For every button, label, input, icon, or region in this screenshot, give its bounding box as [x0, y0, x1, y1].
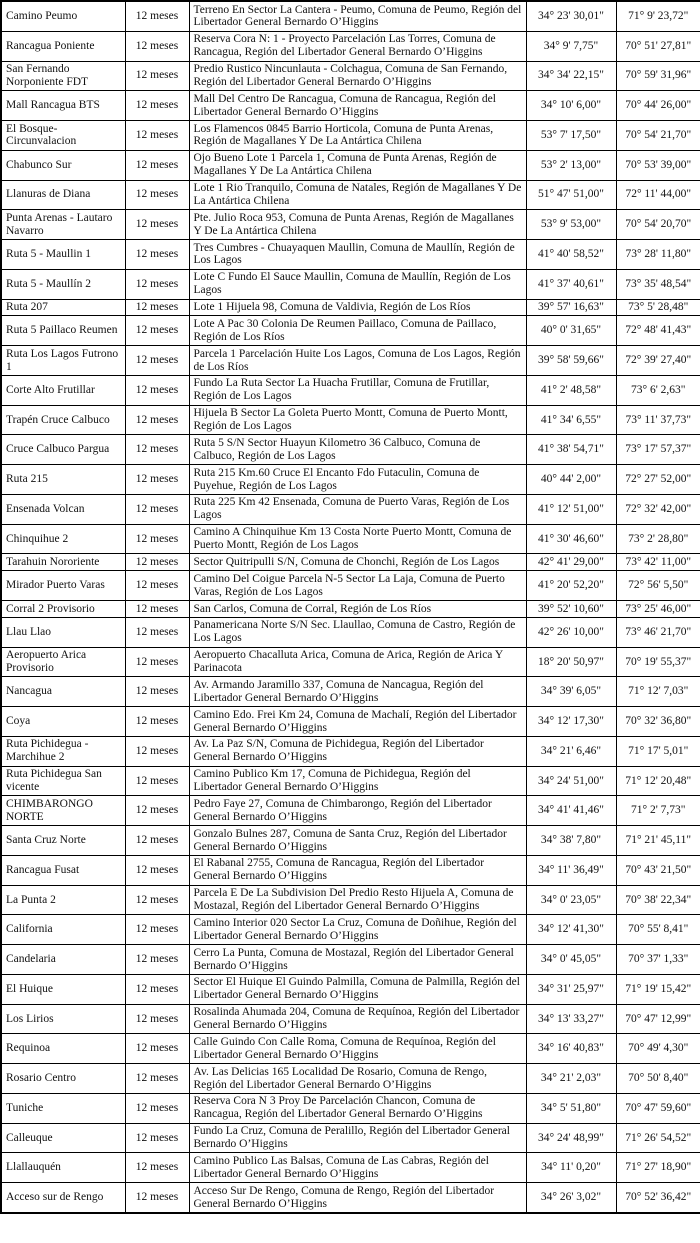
longitude-cell: 71° 21' 45,11" — [616, 826, 700, 856]
latitude-cell: 34° 10' 6,00" — [526, 91, 616, 121]
site-name-cell: Chinquihue 2 — [1, 524, 125, 554]
duration-cell: 12 meses — [125, 240, 189, 270]
site-name-cell: Llau Llao — [1, 617, 125, 647]
latitude-cell: 42° 26' 10,00" — [526, 617, 616, 647]
table-row — [1, 571, 700, 601]
address-cell: Camino Del Coigue Parcela N-5 Sector La Laja, Comuna de Puerto Varas, Región de Los Lagos — [189, 571, 526, 601]
latitude-cell: 41° 2' 48,58" — [526, 375, 616, 405]
duration-cell: 12 meses — [125, 826, 189, 856]
site-name-cell: Aeropuerto Arica Provisorio — [1, 647, 125, 677]
latitude-cell: 34° 34' 22,15" — [526, 61, 616, 91]
address-cell: Panamericana Norte S/N Sec. Llaullao, Comuna de Castro, Región de Los Lagos — [189, 617, 526, 647]
site-name-cell: Tarahuin Nororiente — [1, 554, 125, 571]
latitude-cell: 53° 2' 13,00" — [526, 150, 616, 180]
duration-cell: 12 meses — [125, 796, 189, 826]
table-row — [1, 375, 700, 405]
duration-cell: 12 meses — [125, 435, 189, 465]
latitude-cell: 34° 24' 48,99" — [526, 1123, 616, 1153]
site-name-cell: Punta Arenas - Lautaro Navarro — [1, 210, 125, 240]
site-name-cell: Camino Peumo — [1, 1, 125, 31]
table-row — [1, 1004, 700, 1034]
duration-cell: 12 meses — [125, 31, 189, 61]
latitude-cell: 34° 41' 41,46" — [526, 796, 616, 826]
duration-cell: 12 meses — [125, 885, 189, 915]
duration-cell: 12 meses — [125, 405, 189, 435]
latitude-cell: 34° 24' 51,00" — [526, 766, 616, 796]
site-name-cell: Requinoa — [1, 1034, 125, 1064]
duration-cell: 12 meses — [125, 601, 189, 618]
longitude-cell: 70° 50' 8,40" — [616, 1064, 700, 1094]
longitude-cell: 71° 2' 7,73" — [616, 796, 700, 826]
latitude-cell: 34° 16' 40,83" — [526, 1034, 616, 1064]
address-cell: Av. Armando Jaramillo 337, Comuna de Nancagua, Región del Libertador General Bernardo O’Higgins — [189, 677, 526, 707]
latitude-cell: 34° 38' 7,80" — [526, 826, 616, 856]
duration-cell: 12 meses — [125, 554, 189, 571]
table-row — [1, 647, 700, 677]
site-name-cell: Llanuras de Diana — [1, 180, 125, 210]
latitude-cell: 51° 47' 51,00" — [526, 180, 616, 210]
duration-cell: 12 meses — [125, 855, 189, 885]
table-row — [1, 1, 700, 31]
site-name-cell: Rancagua Poniente — [1, 31, 125, 61]
address-cell: Parcela 1 Parcelación Huite Los Lagos, Comuna de Los Lagos, Región de Los Ríos — [189, 346, 526, 376]
site-name-cell: Rancagua Fusat — [1, 855, 125, 885]
longitude-cell: 70° 38' 22,34" — [616, 885, 700, 915]
duration-cell: 12 meses — [125, 269, 189, 299]
site-name-cell: Corral 2 Provisorio — [1, 601, 125, 618]
duration-cell: 12 meses — [125, 1123, 189, 1153]
latitude-cell: 39° 52' 10,60" — [526, 601, 616, 618]
table-row — [1, 316, 700, 346]
table-row — [1, 617, 700, 647]
latitude-cell: 41° 30' 46,60" — [526, 524, 616, 554]
table-row — [1, 945, 700, 975]
table-row — [1, 885, 700, 915]
longitude-cell: 71° 17' 5,01" — [616, 736, 700, 766]
duration-cell: 12 meses — [125, 677, 189, 707]
duration-cell: 12 meses — [125, 1153, 189, 1183]
site-name-cell: Ruta 215 — [1, 465, 125, 495]
site-name-cell: Ruta Los Lagos Futrono 1 — [1, 346, 125, 376]
latitude-cell: 40° 44' 2,00" — [526, 465, 616, 495]
longitude-cell: 70° 47' 59,60" — [616, 1093, 700, 1123]
site-name-cell: El Huique — [1, 974, 125, 1004]
address-cell: Ojo Bueno Lote 1 Parcela 1, Comuna de Punta Arenas, Región de Magallanes Y De La Antártica Chilena — [189, 150, 526, 180]
table-row — [1, 299, 700, 316]
latitude-cell: 41° 40' 58,52" — [526, 240, 616, 270]
address-cell: Aeropuerto Chacalluta Arica, Comuna de Arica, Región de Arica Y Parinacota — [189, 647, 526, 677]
duration-cell: 12 meses — [125, 316, 189, 346]
longitude-cell: 72° 39' 27,40" — [616, 346, 700, 376]
site-name-cell: Coya — [1, 707, 125, 737]
longitude-cell: 70° 51' 27,81" — [616, 31, 700, 61]
duration-cell: 12 meses — [125, 150, 189, 180]
table-body — [1, 1, 700, 1213]
duration-cell: 12 meses — [125, 524, 189, 554]
table-row — [1, 91, 700, 121]
table-row — [1, 269, 700, 299]
table-row — [1, 524, 700, 554]
longitude-cell: 70° 54' 21,70" — [616, 121, 700, 151]
longitude-cell: 71° 19' 15,42" — [616, 974, 700, 1004]
longitude-cell: 71° 9' 23,72" — [616, 1, 700, 31]
table-row — [1, 1034, 700, 1064]
duration-cell: 12 meses — [125, 1093, 189, 1123]
site-name-cell: Ensenada Volcan — [1, 494, 125, 524]
longitude-cell: 70° 55' 8,41" — [616, 915, 700, 945]
longitude-cell: 73° 46' 21,70" — [616, 617, 700, 647]
longitude-cell: 70° 32' 36,80" — [616, 707, 700, 737]
duration-cell: 12 meses — [125, 1183, 189, 1213]
longitude-cell: 72° 11' 44,00" — [616, 180, 700, 210]
latitude-cell: 41° 20' 52,20" — [526, 571, 616, 601]
latitude-cell: 39° 58' 59,66" — [526, 346, 616, 376]
duration-cell: 12 meses — [125, 465, 189, 495]
address-cell: Camino Publico Km 17, Comuna de Pichidegua, Región del Libertador General Bernardo O’Higgins — [189, 766, 526, 796]
address-cell: Rosalinda Ahumada 204, Comuna de Requínoa, Región del Libertador General Bernardo O’Higgins — [189, 1004, 526, 1034]
table-row — [1, 707, 700, 737]
duration-cell: 12 meses — [125, 299, 189, 316]
duration-cell: 12 meses — [125, 91, 189, 121]
latitude-cell: 34° 13' 33,27" — [526, 1004, 616, 1034]
latitude-cell: 34° 21' 6,46" — [526, 736, 616, 766]
address-cell: El Rabanal 2755, Comuna de Rancagua, Región del Libertador General Bernardo O’Higgins — [189, 855, 526, 885]
address-cell: Mall Del Centro De Rancagua, Comuna de Rancagua, Región del Libertador General Bernardo O’Higgins — [189, 91, 526, 121]
address-cell: Fundo La Ruta Sector La Huacha Frutillar, Comuna de Frutillar, Región de Los Lagos — [189, 375, 526, 405]
table-row — [1, 677, 700, 707]
table-row — [1, 1123, 700, 1153]
duration-cell: 12 meses — [125, 647, 189, 677]
longitude-cell: 70° 44' 26,00" — [616, 91, 700, 121]
address-cell: Terreno En Sector La Cantera - Peumo, Comuna de Peumo, Región del Libertador General Bernardo O’Higgins — [189, 1, 526, 31]
site-name-cell: Ruta 207 — [1, 299, 125, 316]
latitude-cell: 34° 0' 23,05" — [526, 885, 616, 915]
latitude-cell: 34° 9' 7,75" — [526, 31, 616, 61]
site-name-cell: Tuniche — [1, 1093, 125, 1123]
address-cell: Parcela E De La Subdivision Del Predio Resto Hijuela A, Comuna de Mostazal, Región del Libertador General Bernardo O’Higgins — [189, 885, 526, 915]
longitude-cell: 70° 52' 36,42" — [616, 1183, 700, 1213]
duration-cell: 12 meses — [125, 1, 189, 31]
site-name-cell: Llallauquén — [1, 1153, 125, 1183]
address-cell: Gonzalo Bulnes 287, Comuna de Santa Cruz, Región del Libertador General Bernardo O’Higgins — [189, 826, 526, 856]
table-row — [1, 150, 700, 180]
longitude-cell: 70° 43' 21,50" — [616, 855, 700, 885]
table-row — [1, 121, 700, 151]
duration-cell: 12 meses — [125, 707, 189, 737]
address-cell: Hijuela B Sector La Goleta Puerto Montt, Comuna de Puerto Montt, Región de Los Lagos — [189, 405, 526, 435]
longitude-cell: 72° 27' 52,00" — [616, 465, 700, 495]
table-row — [1, 826, 700, 856]
table-row — [1, 494, 700, 524]
site-name-cell: Corte Alto Frutillar — [1, 375, 125, 405]
address-cell: Lote A Pac 30 Colonia De Reumen Paillaco, Comuna de Paillaco, Región de Los Ríos — [189, 316, 526, 346]
duration-cell: 12 meses — [125, 766, 189, 796]
latitude-cell: 34° 31' 25,97" — [526, 974, 616, 1004]
address-cell: Reserva Cora N 3 Proy De Parcelación Chancon, Comuna de Rancagua, Región del Libertador General Bernardo O’Higgins — [189, 1093, 526, 1123]
longitude-cell: 70° 54' 20,70" — [616, 210, 700, 240]
latitude-cell: 34° 26' 3,02" — [526, 1183, 616, 1213]
table-row — [1, 1183, 700, 1213]
table-row — [1, 974, 700, 1004]
table-row — [1, 346, 700, 376]
longitude-cell: 73° 28' 11,80" — [616, 240, 700, 270]
address-cell: Fundo La Cruz, Comuna de Peralillo, Región del Libertador General Bernardo O’Higgins — [189, 1123, 526, 1153]
site-name-cell: Calleuque — [1, 1123, 125, 1153]
address-cell: Calle Guindo Con Calle Roma, Comuna de Requínoa, Región del Libertador General Bernardo O’Higgins — [189, 1034, 526, 1064]
table-row — [1, 1153, 700, 1183]
longitude-cell: 73° 42' 11,00" — [616, 554, 700, 571]
address-cell: Lote 1 Rio Tranquilo, Comuna de Natales, Región de Magallanes Y De La Antártica Chilena — [189, 180, 526, 210]
duration-cell: 12 meses — [125, 61, 189, 91]
latitude-cell: 18° 20' 50,97" — [526, 647, 616, 677]
site-name-cell: Nancagua — [1, 677, 125, 707]
address-cell: Acceso Sur De Rengo, Comuna de Rengo, Región del Libertador General Bernardo O’Higgins — [189, 1183, 526, 1213]
latitude-cell: 41° 37' 40,61" — [526, 269, 616, 299]
latitude-cell: 41° 34' 6,55" — [526, 405, 616, 435]
address-cell: Camino Publico Las Balsas, Comuna de Las Cabras, Región del Libertador General Bernardo O’Higgins — [189, 1153, 526, 1183]
table-row — [1, 61, 700, 91]
site-name-cell: La Punta 2 — [1, 885, 125, 915]
longitude-cell: 71° 27' 18,90" — [616, 1153, 700, 1183]
longitude-cell: 70° 59' 31,96" — [616, 61, 700, 91]
address-cell: Sector El Huique El Guindo Palmilla, Comuna de Palmilla, Región del Libertador General Bernardo O’Higgins — [189, 974, 526, 1004]
table-row — [1, 240, 700, 270]
address-cell: Los Flamencos 0845 Barrio Horticola, Comuna de Punta Arenas, Región de Magallanes Y De La Antártica Chilena — [189, 121, 526, 151]
longitude-cell: 70° 19' 55,37" — [616, 647, 700, 677]
site-name-cell: Chabunco Sur — [1, 150, 125, 180]
address-cell: Sector Quitripulli S/N, Comuna de Chonchi, Región de Los Lagos — [189, 554, 526, 571]
longitude-cell: 73° 17' 57,37" — [616, 435, 700, 465]
longitude-cell: 70° 47' 12,99" — [616, 1004, 700, 1034]
latitude-cell: 41° 12' 51,00" — [526, 494, 616, 524]
latitude-cell: 34° 5' 51,80" — [526, 1093, 616, 1123]
site-name-cell: Mall Rancagua BTS — [1, 91, 125, 121]
duration-cell: 12 meses — [125, 121, 189, 151]
site-name-cell: Rosario Centro — [1, 1064, 125, 1094]
table-row — [1, 796, 700, 826]
longitude-cell: 71° 12' 7,03" — [616, 677, 700, 707]
address-cell: Camino Edo. Frei Km 24, Comuna de Machalí, Región del Libertador General Bernardo O’Higgins — [189, 707, 526, 737]
address-cell: Pedro Faye 27, Comuna de Chimbarongo, Región del Libertador General Bernardo O’Higgins — [189, 796, 526, 826]
address-cell: Pte. Julio Roca 953, Comuna de Punta Arenas, Región de Magallanes Y De La Antártica Chilena — [189, 210, 526, 240]
latitude-cell: 34° 11' 36,49" — [526, 855, 616, 885]
duration-cell: 12 meses — [125, 210, 189, 240]
longitude-cell: 71° 12' 20,48" — [616, 766, 700, 796]
site-name-cell: Trapén Cruce Calbuco — [1, 405, 125, 435]
latitude-cell: 53° 9' 53,00" — [526, 210, 616, 240]
longitude-cell: 73° 5' 28,48" — [616, 299, 700, 316]
address-cell: Reserva Cora N: 1 - Proyecto Parcelación Las Torres, Comuna de Rancagua, Región del Libertador General Bernardo O’Higgins — [189, 31, 526, 61]
address-cell: Ruta 225 Km 42 Ensenada, Comuna de Puerto Varas, Región de Los Lagos — [189, 494, 526, 524]
site-name-cell: Ruta 5 - Maullín 2 — [1, 269, 125, 299]
latitude-cell: 42° 41' 29,00" — [526, 554, 616, 571]
duration-cell: 12 meses — [125, 736, 189, 766]
longitude-cell: 70° 49' 4,30" — [616, 1034, 700, 1064]
table-row — [1, 31, 700, 61]
duration-cell: 12 meses — [125, 617, 189, 647]
longitude-cell: 73° 11' 37,73" — [616, 405, 700, 435]
site-name-cell: California — [1, 915, 125, 945]
table-row — [1, 736, 700, 766]
duration-cell: 12 meses — [125, 1034, 189, 1064]
site-name-cell: Mirador Puerto Varas — [1, 571, 125, 601]
longitude-cell: 73° 25' 46,00" — [616, 601, 700, 618]
table-row — [1, 766, 700, 796]
table-row — [1, 1064, 700, 1094]
site-name-cell: El Bosque-Circunvalacion — [1, 121, 125, 151]
duration-cell: 12 meses — [125, 571, 189, 601]
longitude-cell: 73° 35' 48,54" — [616, 269, 700, 299]
duration-cell: 12 meses — [125, 974, 189, 1004]
site-name-cell: CHIMBARONGO NORTE — [1, 796, 125, 826]
longitude-cell: 73° 6' 2,63" — [616, 375, 700, 405]
address-cell: Camino Interior 020 Sector La Cruz, Comuna de Doñihue, Región del Libertador General Bernardo O’Higgins — [189, 915, 526, 945]
site-name-cell: Ruta 5 - Maullin 1 — [1, 240, 125, 270]
longitude-cell: 72° 48' 41,43" — [616, 316, 700, 346]
table-row — [1, 601, 700, 618]
duration-cell: 12 meses — [125, 494, 189, 524]
longitude-cell: 71° 26' 54,52" — [616, 1123, 700, 1153]
latitude-cell: 34° 21' 2,03" — [526, 1064, 616, 1094]
site-name-cell: San Fernando Norponiente FDT — [1, 61, 125, 91]
latitude-cell: 39° 57' 16,63" — [526, 299, 616, 316]
latitude-cell: 34° 39' 6,05" — [526, 677, 616, 707]
latitude-cell: 41° 38' 54,71" — [526, 435, 616, 465]
latitude-cell: 34° 11' 0,20" — [526, 1153, 616, 1183]
table-row — [1, 855, 700, 885]
duration-cell: 12 meses — [125, 1064, 189, 1094]
table-row — [1, 435, 700, 465]
address-cell: Av. Las Delicias 165 Localidad De Rosario, Comuna de Rengo, Región del Libertador General Bernardo O’Higgins — [189, 1064, 526, 1094]
latitude-cell: 34° 0' 45,05" — [526, 945, 616, 975]
address-cell: Av. La Paz S/N, Comuna de Pichidegua, Región del Libertador General Bernardo O’Higgins — [189, 736, 526, 766]
duration-cell: 12 meses — [125, 346, 189, 376]
table-row — [1, 465, 700, 495]
longitude-cell: 70° 37' 1,33" — [616, 945, 700, 975]
address-cell: San Carlos, Comuna de Corral, Región de Los Ríos — [189, 601, 526, 618]
site-name-cell: Ruta Pichidegua - Marchihue 2 — [1, 736, 125, 766]
duration-cell: 12 meses — [125, 180, 189, 210]
duration-cell: 12 meses — [125, 915, 189, 945]
table-row — [1, 1093, 700, 1123]
address-cell: Ruta 5 S/N Sector Huayun Kilometro 36 Calbuco, Comuna de Calbuco, Región de Los Lagos — [189, 435, 526, 465]
address-cell: Lote C Fundo El Sauce Maullin, Comuna de Maullín, Región de Los Lagos — [189, 269, 526, 299]
longitude-cell: 72° 56' 5,50" — [616, 571, 700, 601]
table-row — [1, 554, 700, 571]
address-cell: Camino A Chinquihue Km 13 Costa Norte Puerto Montt, Comuna de Puerto Montt, Región de Los Lagos — [189, 524, 526, 554]
site-name-cell: Los Lirios — [1, 1004, 125, 1034]
latitude-cell: 40° 0' 31,65" — [526, 316, 616, 346]
latitude-cell: 34° 12' 17,30" — [526, 707, 616, 737]
duration-cell: 12 meses — [125, 1004, 189, 1034]
site-name-cell: Cruce Calbuco Pargua — [1, 435, 125, 465]
longitude-cell: 70° 53' 39,00" — [616, 150, 700, 180]
address-cell: Predio Rustico Nincunlauta - Colchagua, Comuna de San Fernando, Región del Libertador General Bernardo O’Higgins — [189, 61, 526, 91]
table-row — [1, 180, 700, 210]
site-name-cell: Candelaria — [1, 945, 125, 975]
duration-cell: 12 meses — [125, 945, 189, 975]
address-cell: Lote 1 Hijuela 98, Comuna de Valdivia, Región de Los Ríos — [189, 299, 526, 316]
address-cell: Cerro La Punta, Comuna de Mostazal, Región del Libertador General Bernardo O’Higgins — [189, 945, 526, 975]
duration-cell: 12 meses — [125, 375, 189, 405]
latitude-cell: 34° 12' 41,30" — [526, 915, 616, 945]
address-cell: Tres Cumbres - Chuayaquen Maullin, Comuna de Maullín, Región de Los Lagos — [189, 240, 526, 270]
site-name-cell: Ruta 5 Paillaco Reumen — [1, 316, 125, 346]
latitude-cell: 53° 7' 17,50" — [526, 121, 616, 151]
longitude-cell: 73° 2' 28,80" — [616, 524, 700, 554]
table-row — [1, 405, 700, 435]
site-name-cell: Ruta Pichidegua San vicente — [1, 766, 125, 796]
address-cell: Ruta 215 Km.60 Cruce El Encanto Fdo Futaculin, Comuna de Puyehue, Región de Los Lagos — [189, 465, 526, 495]
site-name-cell: Santa Cruz Norte — [1, 826, 125, 856]
table-row — [1, 210, 700, 240]
longitude-cell: 72° 32' 42,00" — [616, 494, 700, 524]
latitude-cell: 34° 23' 30,01" — [526, 1, 616, 31]
table-row — [1, 915, 700, 945]
site-name-cell: Acceso sur de Rengo — [1, 1183, 125, 1213]
